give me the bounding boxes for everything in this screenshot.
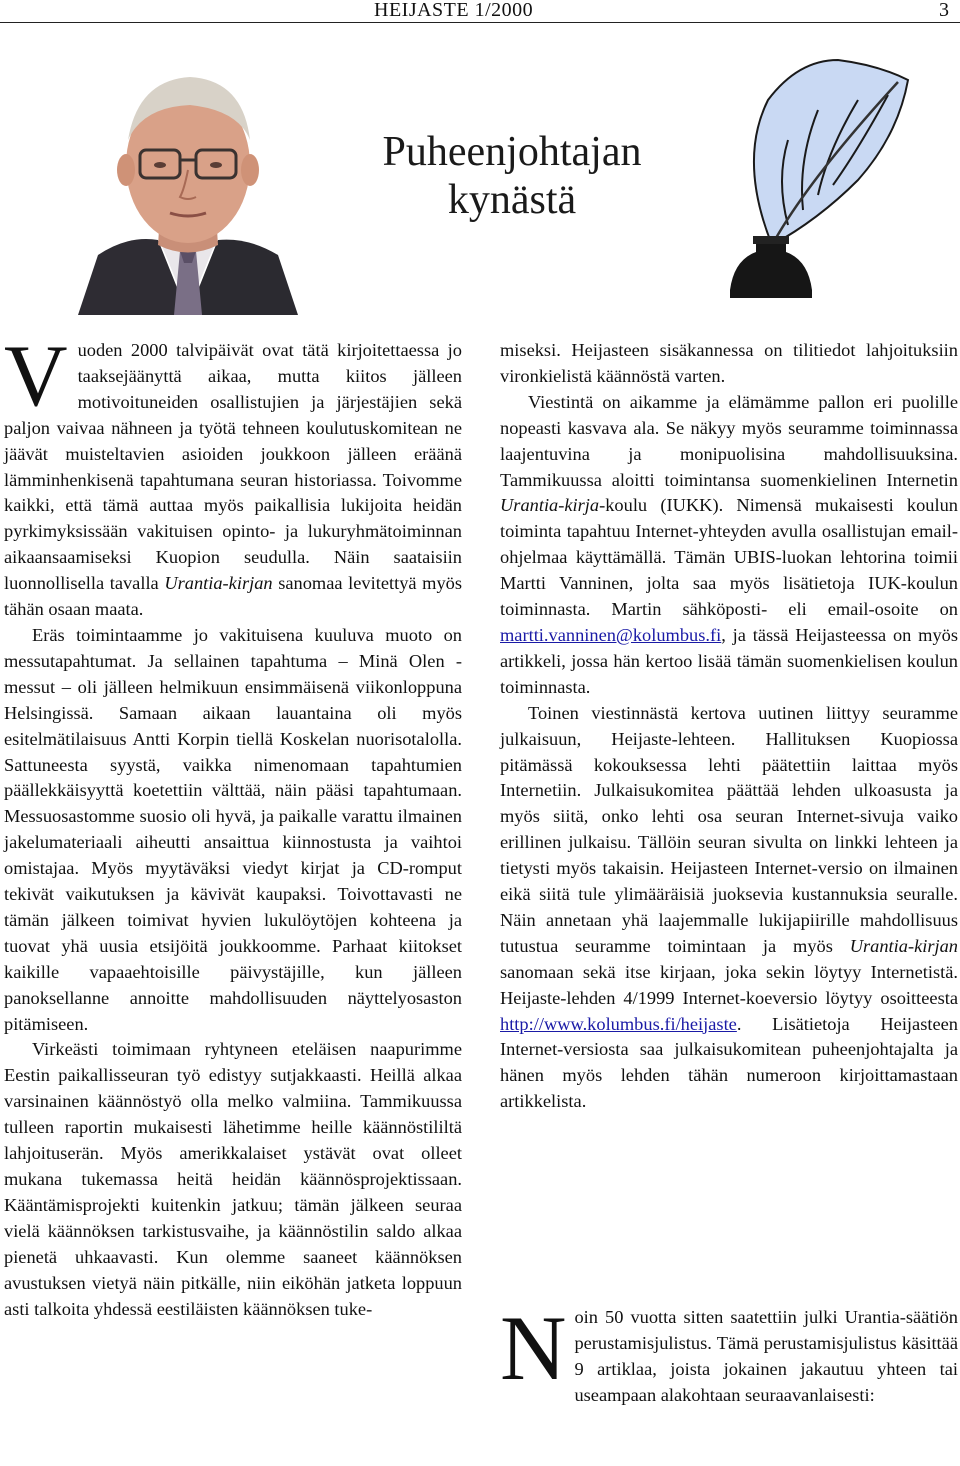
paragraph: Viestintä on aikamme ja elämämme pallon eri puolille nopeasti kasvava ala. Se näkyy myös seuramme toiminnassa laajentuvina ja monipuolisina mahdollisuuksina. Tammikuussa aloitti toimintansa suomenkielinen Internetin Urantia-kirja-koulu (IUKK). Nimensä mukaisesti koulun toiminta tapahtuu Internet-yhteyden avulla osallistujan email-ohjelmaa käyttämällä. Tämän UBIS-luokan lehtorina toimii Martti Vanninen, jolta saa myös lisätietoja IUK-koulun toiminnasta. Martin sähköposti- eli email-osoite on martti.vanninen@kolumbus.fi, ja tässä Heijasteessa on myös artikkeli, jossa hän kertoo lisää tämän suomenkielisen koulun toiminnasta. (500, 391, 958, 697)
left-column (4, 328, 462, 1322)
paragraph: Eräs toimintaamme jo vakituisena kuuluva muoto on messutapahtumat. Ja sellainen tapahtuma – Minä Olen -messut – oli jälleen helmikuun ensimmäisenä viikonloppuna Helsingissä. Samaan aikaan lauantaina oli myös esitelmätilaisuus Antti Korpin tiellä Koskelan nuorisotalolla. Sattuneesta syystä, vaikka nimenomaan tapahtumien päällekkäisyyttä koetettiin välttää, näin pääsi tapahtumaan. Messuosastomme suosio oli hyvä, ja paikalle varattu ilmainen jakelumateriaali aiheutti ansaittua kiinnostusta ja vaihtoi omistajaa. Myös myytäväksi viedyt kirjat ja CD-romput tekivät vaikutuksen ja kävivät kaupaksi. Toivottavasti ne tämän jälkeen toimivat hyvien lukulöytöjen kohteena ja tuovat yhä uusia etsijöitä joukkoomme. Parhaat kiitokset kaikille vapaaehtoisille päivystäjille, kun jälleen panoksellanne annoitte mahdollisuuden näyttelyosaston pitämiseen. (4, 624, 462, 1034)
right-column-section-2 (500, 1297, 958, 1409)
website-link[interactable]: http://www.kolumbus.fi/heijaste (500, 1013, 737, 1034)
paragraph: Noin 50 vuotta sitten saatettiin julki Urantia-säätiön perustamisjulistus. Tämä perustamisjulistus käsittää 9 artiklaa, joista jokainen jakautuu yhteen tai useampaan alakohtaan seuraavanlaisesti: (500, 1297, 958, 1405)
right-column (500, 338, 958, 1115)
paragraph: Toinen viestinnästä kertova uutinen liittyy seuramme julkaisuun, Heijaste-lehteen. Hallituksen Kuopiossa pitämässä kokouksessa lehti päätettiin laittaa myös Internetiin. Julkaisukomitea päättää lehden ulkoasusta ja myös siitä, onko lehti osa seuran Internet-sivuja vaiko erillinen julkaisu. Tällöin seuran sivulta on linkki lehteen ja tietysti myös takaisin. Heijasteen Internet-versio on ilmainen eikä siitä tule ylimääräisiä juoksevia kustannuksia seuralle. Näin annetaan yhä laajemmalle lukijapiirille mahdollisuus tutustua seuramme toimintaan ja myös Urantia-kirjan sanomaan sekä itse kirjaan, joka sekin löytyy Internetistä. Heijaste-lehden 4/1999 Internet-koeversio löytyy osoitteesta http://www.kolumbus.fi/heijaste. Lisätietoja Heijasteen Internet-versiosta saa julkaisukomitean puheenjohtajalta ja hänen myös lehden tähän numeroon kirjoittamastaan artikkelista. (500, 702, 958, 1112)
running-header (0, 0, 960, 23)
drop-cap-v: V (4, 328, 68, 425)
paragraph: miseksi. Heijasteen sisäkannessa on tilitiedot lahjoituksiin vironkielistä käännöstä varten. (500, 340, 958, 386)
paragraph: Vuoden 2000 talvipäivät ovat tätä kirjoitettaessa jo taaksejäänyttä aikaa, mutta kiitos jälleen motivoituneiden osallistujien ja järjestäjien sekä paljon vaivaa nähneen ja työtä tehneen koulutuskomitean ne jäävät muisteltavien asioiden joukkoon jälleen eräänä lämminhenkisenä tapahtumana seuran historiassa. Toivomme kaikki, että tämä auttaa myös paikallisia lukijoita heidän pyrkimyksissään vakituisen opinto- ja lukuryhmätoiminnan aikaansaamiseksi Kuopion seudulla. Näin saataisiin luonnollisella tavalla Urantia-kirjan sanomaa levitettyä myös tähän osaan maata. (4, 328, 462, 620)
quill-and-inkwell-illustration (728, 40, 928, 302)
inkwell-icon (730, 236, 812, 298)
publication-title: HEIJASTE 1/2000 (374, 0, 534, 21)
article-heading (362, 128, 662, 224)
heading-line-2: kynästä (447, 177, 577, 223)
author-portrait-photo (68, 55, 308, 315)
page-number: 3 (939, 0, 949, 21)
drop-cap-n: N (500, 1297, 567, 1399)
email-link[interactable]: martti.vanninen@kolumbus.fi (500, 624, 722, 645)
heading-line-1: Puheenjohtajan (382, 129, 642, 175)
quill-feather-icon (754, 60, 908, 245)
paragraph: Virkeästi toimimaan ryhtyneen eteläisen naapurimme Eestin paikallisseuran työ edistyy sutjakkaasti. Heillä alkaa varsinainen käännöstyö olla melko valmiina. Tammikuussa tulleen raportin mukaisesti lähetimme heille käännöstililtä lahjoituserän. Myös amerikkalaiset ystävät ovat olleet mukana tukemassa heitä heidän käännösprojektissaan. Kääntämisprojekti kuitenkin jatkuu; tämän jälkeen seuraa vielä käännöksen tarkistusvaihe, ja käännöstilin saldo alkaa pienetä uhkaavasti. Kun olemme saaneet käännöksen avustuksen vietyä näin pitkälle, niin eiköhän jatketa loppuun asti talkoita yhdessä eestiläisten käännöksen tuke- (4, 1039, 462, 1319)
